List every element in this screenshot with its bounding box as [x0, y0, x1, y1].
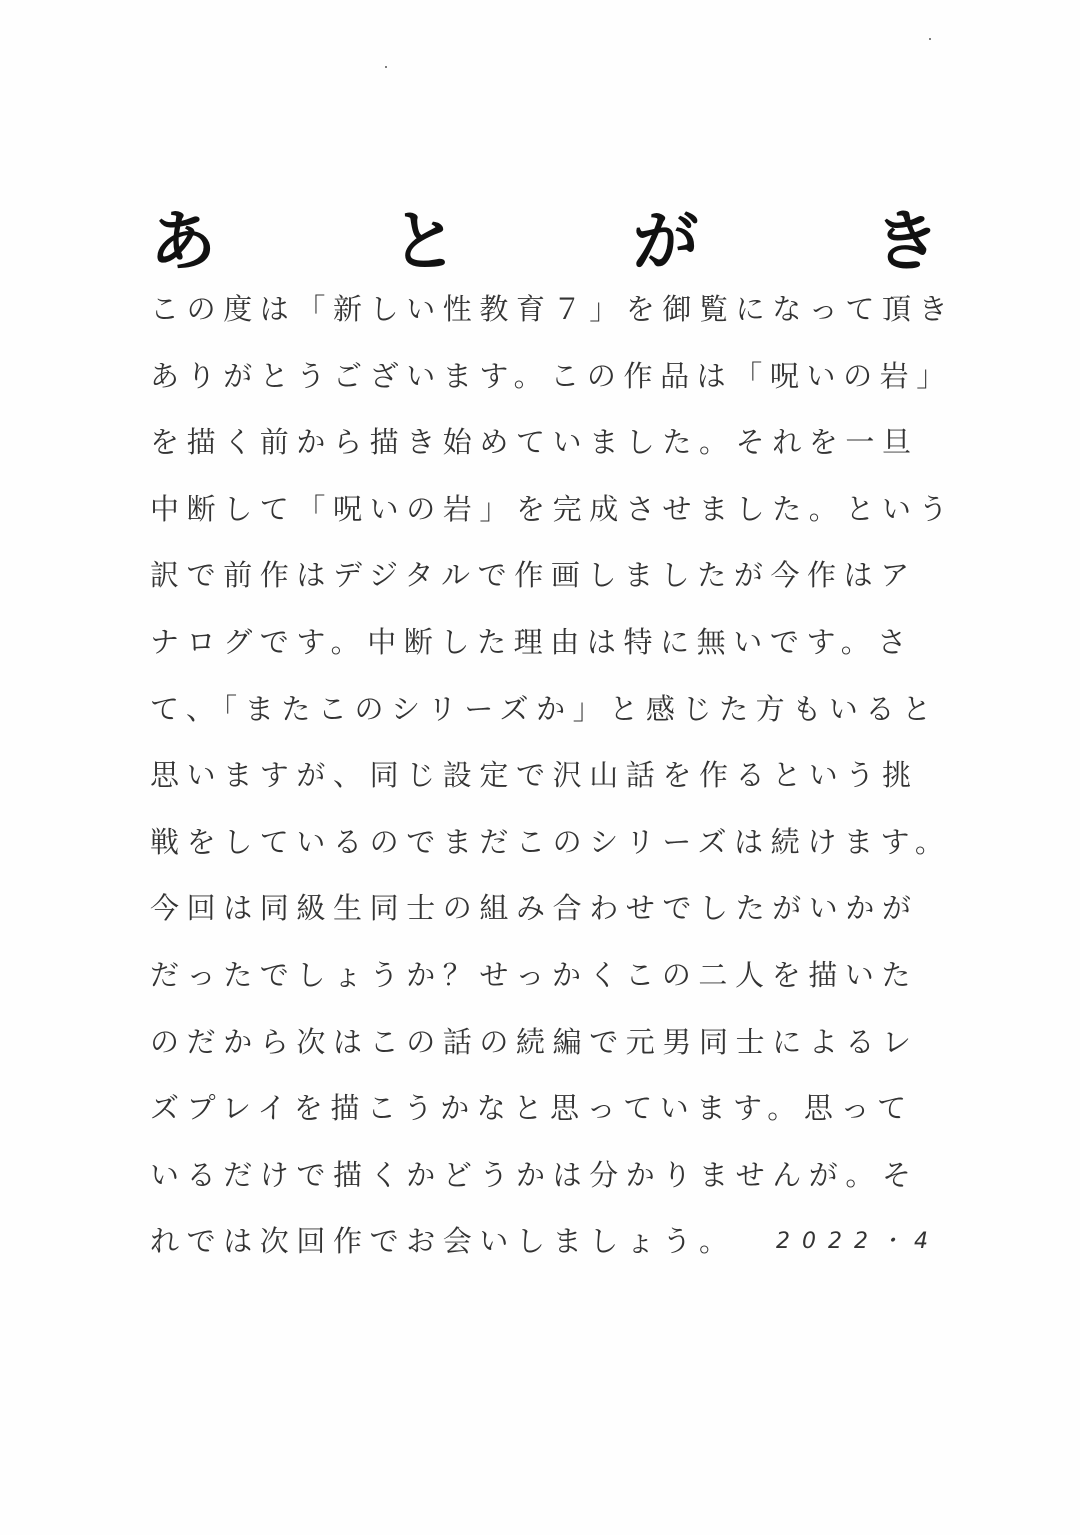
- afterword-body: [150, 284, 956, 1283]
- text-line: ナログです。中断した理由は特に無いです。さ: [150, 624, 914, 659]
- date: 2022・4: [776, 1229, 940, 1254]
- title-char: き: [873, 202, 940, 280]
- text-line: れでは次回作でお会いしましょう。: [150, 1224, 736, 1259]
- text-line: だったでしょうか？せっかくこの二人を描いた: [150, 957, 919, 992]
- title-char: が: [632, 202, 699, 280]
- text-line: 中断して「呪いの岩」を完成させました。という: [150, 491, 956, 526]
- text-line: 戦をしているのでまだこのシリーズは続けます。: [150, 824, 952, 859]
- paper-speck: [385, 66, 387, 68]
- text-line: 訳で前作はデジタルで作画しましたが今作はア: [150, 558, 917, 593]
- text-line: いるだけで描くかどうかは分かりませんが。そ: [150, 1157, 919, 1192]
- title-char: と: [391, 202, 458, 280]
- text-line: ありがとうございます。この作品は「呪いの岩」: [150, 358, 953, 393]
- text-line: のだから次はこの話の続編で元男同士によるレ: [150, 1024, 919, 1059]
- text-line: ズプレイを描こうかなと思っています。思って: [150, 1091, 914, 1126]
- text-line: この度は「新しい性教育７」を御覧になって頂き: [150, 292, 956, 326]
- text-line: 今回は同級生同士の組み合わせでしたがいかが: [150, 891, 919, 926]
- paper-speck: [929, 38, 931, 40]
- title-char: あ: [150, 202, 216, 280]
- text-line: を描く前から描き始めていました。それを一旦: [150, 425, 919, 460]
- text-line: て、「またこのシリーズか」と感じた方もいると: [150, 691, 939, 726]
- page-title: [150, 188, 940, 283]
- text-line: 思いますが、同じ設定で沢山話を作るという挑: [150, 758, 919, 793]
